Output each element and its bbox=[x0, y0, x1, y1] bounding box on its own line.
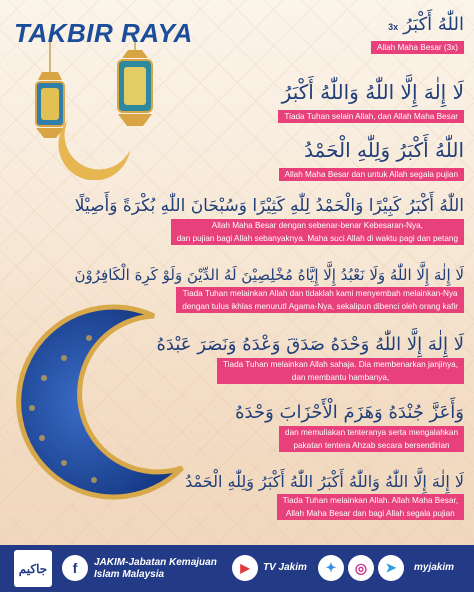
jakim-logo bbox=[14, 550, 52, 587]
verse-meaning-line: Tiada Tuhan melainkan Allah. Allah Maha Besar, bbox=[277, 494, 464, 507]
verse-6 bbox=[156, 334, 464, 384]
social-handle: myjakim bbox=[414, 562, 455, 573]
verse-2 bbox=[278, 80, 464, 123]
verse-meaning-line: pakatan tentera Ahzab secara bersendirian bbox=[279, 439, 464, 452]
youtube-icon[interactable]: ▶ bbox=[232, 555, 258, 581]
verse-meaning-line: dan membantu hambanya, bbox=[217, 371, 464, 384]
org-name bbox=[94, 557, 217, 581]
verse-8 bbox=[185, 472, 464, 520]
facebook-icon[interactable]: f bbox=[62, 555, 88, 581]
org-name-line1: JAKIM-Jabatan Kemajuan bbox=[94, 557, 217, 568]
verse-arabic: اللّٰهُ أَكْبَرُ وَلِلّٰهِ الْحَمْدُ bbox=[304, 138, 464, 162]
verse-arabic: لَا إِلٰهَ إِلَّا اللّٰهُ وَحْدَهُ صَدَقَ وَعْدَهُ وَنَصَرَ عَبْدَهُ bbox=[156, 334, 464, 355]
verse-meaning: Allah Maha Besar dan untuk Allah segala pujian bbox=[279, 168, 464, 181]
lanterns-illustration bbox=[10, 40, 180, 180]
twitter-icon[interactable]: ✦ bbox=[318, 555, 344, 581]
jakim-logo-text: جاكيم bbox=[18, 561, 48, 576]
verse-meaning-line: Tiada Tuhan melainkan Allah dan tidaklah kami menyembah melainkan-Nya bbox=[176, 287, 464, 300]
verse-arabic: لَا إِلٰهَ إِلَّا اللّٰهُ وَاللّٰهُ أَكْبَرُ bbox=[281, 80, 464, 104]
verse-arabic: اللّٰهُ أَكْبَرُ كَبِيْرًا وَالْحَمْدُ لِلّٰهِ كَثِيْرًا وَسُبْحَانَ اللّٰهِ بُكْرَةً وَأَصِيْلًا bbox=[74, 196, 464, 216]
instagram-icon[interactable]: ◎ bbox=[348, 555, 374, 581]
org-name-line2: Islam Malaysia bbox=[94, 569, 165, 580]
verse-meaning-line: Allah Maha Besar dan bagi Allah segala pujian bbox=[277, 507, 464, 520]
verse-meaning-line: dan memuliakan tenteranya serta mengalahkan bbox=[279, 426, 464, 439]
verse-meaning-line: dan pujian bagi Allah sebanyaknya. Maha suci Allah di waktu pagi dan petang bbox=[171, 232, 464, 245]
verse-arabic: لَا إِلٰهَ إِلَّا اللّٰهُ وَاللّٰهُ أَكْبَرُ اللّٰهُ أَكْبَرُ وَلِلّٰهِ الْحَمْدُ bbox=[185, 472, 464, 491]
verse-meaning-line: Allah Maha Besar dengan sebenar-benar Kebesaran-Nya, bbox=[171, 219, 464, 232]
footer-bar bbox=[0, 545, 474, 592]
verse-meaning-line: Tiada Tuhan melainkan Allah sahaja. Dia membenarkan janjinya, bbox=[217, 358, 464, 371]
crescent-moon-illustration bbox=[4, 298, 204, 513]
verse-4 bbox=[10, 196, 464, 245]
verse-arabic: لَا إِلٰهَ إِلَّا اللّٰهُ وَلَا نَعْبُدُ إِلَّا إِيَّاهُ مُخْلِصِيْنَ لَهُ الدِّيْنَ وَلَوْ كَرِهَ الْكَافِرُوْنَ bbox=[74, 266, 464, 284]
verse-5 bbox=[10, 266, 464, 313]
repeat-count: 3x bbox=[388, 22, 399, 32]
tv-jakim-label: TV Jakim bbox=[263, 562, 307, 573]
verse-meaning-line: dengan tulus ikhlas menurutI Agama-Nya, sekalipun dibenci oleh orang kafir bbox=[176, 300, 464, 313]
telegram-icon[interactable]: ➤ bbox=[378, 555, 404, 581]
verse-meaning: Allah Maha Besar (3x) bbox=[371, 41, 464, 54]
verse-meaning: Tiada Tuhan selain Allah, dan Allah Maha Besar bbox=[278, 110, 464, 123]
verse-7 bbox=[235, 402, 464, 452]
page-title: TAKBIR RAYA bbox=[14, 18, 193, 48]
verse-1 bbox=[371, 14, 464, 54]
verse-arabic: وَأَعَزَّ جُنْدَهُ وَهَزَمَ الْأَحْزَابَ وَحْدَهُ bbox=[235, 402, 464, 423]
verse-arabic: اللّٰهُ أَكْبَرُ bbox=[403, 14, 464, 35]
verse-3 bbox=[279, 138, 464, 181]
